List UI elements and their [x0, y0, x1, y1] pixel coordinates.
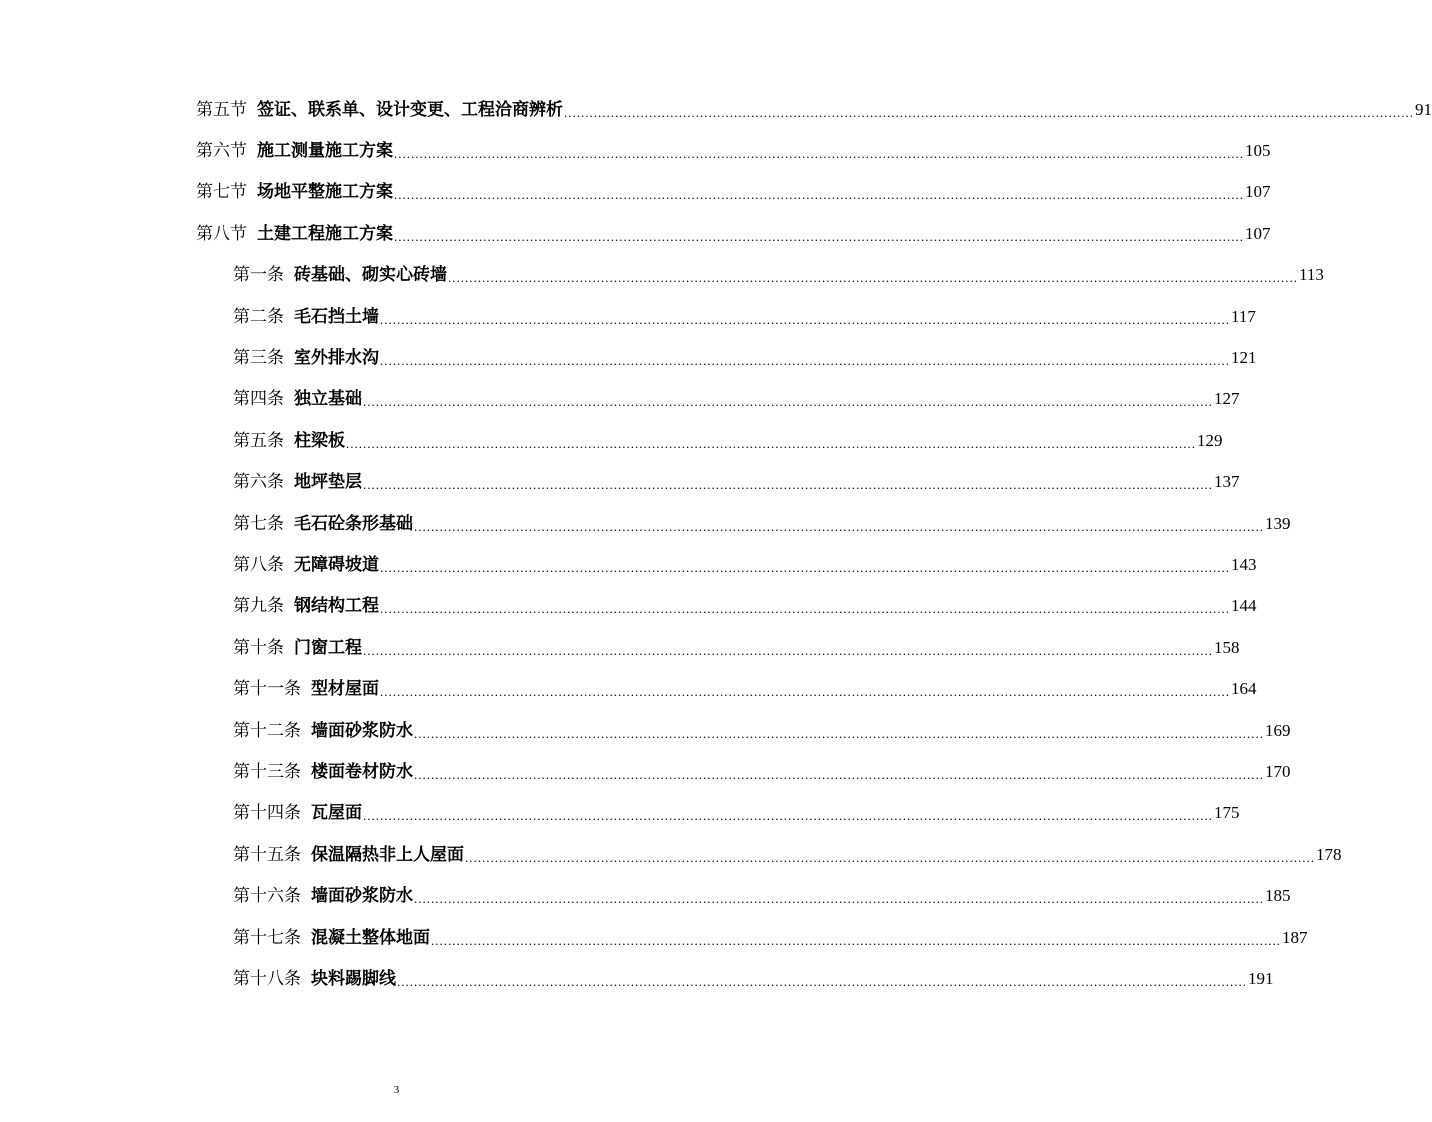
toc-entry[interactable]: [0, 337, 1257, 378]
toc-entry-page: 137: [1214, 472, 1240, 492]
toc-entry[interactable]: [0, 503, 1291, 544]
toc-leader-dots: ........................................................................................................................................................................................................: [380, 559, 1230, 575]
table-of-contents: [0, 89, 1432, 1000]
toc-entry-page: 127: [1214, 389, 1240, 409]
toc-entry[interactable]: [0, 710, 1291, 751]
toc-entry-page: 105: [1245, 141, 1271, 161]
toc-entry-page: 139: [1265, 513, 1291, 533]
toc-leader-dots: ........................................................................................................................................................................................................: [363, 808, 1213, 824]
toc-entry[interactable]: [0, 255, 1324, 296]
toc-entry-title: 地坪垫层: [294, 472, 362, 493]
toc-entry-page: 170: [1265, 761, 1291, 781]
toc-entry-label: 第七条: [233, 513, 284, 534]
toc-entry[interactable]: [0, 172, 1271, 213]
toc-entry[interactable]: [0, 751, 1291, 792]
toc-entry-label: 第十二条: [233, 720, 301, 741]
toc-entry[interactable]: [0, 379, 1240, 420]
toc-entry-page: 91: [1415, 99, 1432, 119]
toc-entry-page: 178: [1316, 844, 1342, 864]
toc-entry[interactable]: [0, 586, 1257, 627]
toc-leader-dots: ........................................................................................................................................................................................................: [564, 104, 1414, 120]
toc-entry-page: 144: [1231, 596, 1257, 616]
toc-entry-label: 第九条: [233, 596, 284, 617]
toc-entry-page: 187: [1282, 927, 1308, 947]
toc-entry-page: 113: [1299, 265, 1324, 285]
toc-entry-label: 第三条: [233, 348, 284, 369]
toc-entry-label: 第十七条: [233, 927, 301, 948]
toc-leader-dots: ........................................................................................................................................................................................................: [394, 146, 1244, 162]
toc-entry-label: 第八节: [196, 223, 247, 244]
toc-leader-dots: ........................................................................................................................................................................................................: [363, 642, 1213, 658]
toc-entry-label: 第六条: [233, 472, 284, 493]
toc-entry-title: 楼面卷材防水: [311, 761, 413, 782]
toc-entry-title: 毛石砼条形基础: [294, 513, 413, 534]
toc-entry-page: 169: [1265, 720, 1291, 740]
toc-entry-page: 158: [1214, 637, 1240, 657]
toc-entry-page: 185: [1265, 886, 1291, 906]
toc-entry-title: 瓦屋面: [311, 803, 362, 824]
toc-leader-dots: ........................................................................................................................................................................................................: [363, 394, 1213, 410]
toc-entry[interactable]: [0, 420, 1223, 461]
toc-entry-page: 143: [1231, 554, 1257, 574]
toc-entry-page: 191: [1248, 968, 1274, 988]
toc-entry-page: 175: [1214, 803, 1240, 823]
toc-entry-title: 钢结构工程: [294, 596, 379, 617]
toc-entry[interactable]: [0, 793, 1240, 834]
toc-leader-dots: ........................................................................................................................................................................................................: [380, 311, 1230, 327]
toc-entry-label: 第六节: [196, 141, 247, 162]
toc-entry[interactable]: [0, 130, 1271, 171]
toc-entry-label: 第十四条: [233, 803, 301, 824]
toc-leader-dots: ........................................................................................................................................................................................................: [397, 973, 1247, 989]
toc-entry-label: 第五条: [233, 430, 284, 451]
toc-entry-page: 129: [1197, 430, 1223, 450]
toc-entry-title: 型材屋面: [311, 679, 379, 700]
toc-leader-dots: ........................................................................................................................................................................................................: [380, 684, 1230, 700]
toc-entry-label: 第十一条: [233, 679, 301, 700]
toc-leader-dots: ........................................................................................................................................................................................................: [380, 353, 1230, 369]
toc-leader-dots: ........................................................................................................................................................................................................: [394, 187, 1244, 203]
toc-entry-title: 场地平整施工方案: [257, 182, 393, 203]
toc-entry-title: 保温隔热非上人屋面: [311, 844, 464, 865]
toc-entry-title: 毛石挡土墙: [294, 306, 379, 327]
toc-entry-title: 混凝土整体地面: [311, 927, 430, 948]
toc-entry-label: 第七节: [196, 182, 247, 203]
toc-entry[interactable]: [0, 834, 1342, 875]
toc-entry-title: 无障碍坡道: [294, 554, 379, 575]
toc-entry-page: 121: [1231, 348, 1257, 368]
toc-entry[interactable]: [0, 627, 1240, 668]
toc-leader-dots: ........................................................................................................................................................................................................: [448, 270, 1298, 286]
toc-leader-dots: ........................................................................................................................................................................................................: [414, 518, 1264, 534]
toc-leader-dots: ........................................................................................................................................................................................................: [465, 849, 1315, 865]
toc-entry-page: 117: [1231, 306, 1256, 326]
toc-entry[interactable]: [0, 462, 1240, 503]
toc-leader-dots: ........................................................................................................................................................................................................: [394, 228, 1244, 244]
toc-entry-label: 第十五条: [233, 844, 301, 865]
toc-entry-title: 柱梁板: [294, 430, 345, 451]
toc-entry-label: 第五节: [196, 99, 247, 120]
toc-leader-dots: ........................................................................................................................................................................................................: [380, 601, 1230, 617]
toc-entry-title: 砖基础、砌实心砖墙: [294, 265, 447, 286]
toc-entry-label: 第二条: [233, 306, 284, 327]
toc-entry[interactable]: [0, 544, 1257, 585]
toc-entry-title: 室外排水沟: [294, 348, 379, 369]
toc-entry-page: 107: [1245, 223, 1271, 243]
toc-leader-dots: ........................................................................................................................................................................................................: [363, 477, 1213, 493]
toc-entry-title: 土建工程施工方案: [257, 223, 393, 244]
toc-entry-label: 第十三条: [233, 761, 301, 782]
toc-entry[interactable]: [0, 213, 1271, 254]
toc-entry-page: 164: [1231, 679, 1257, 699]
toc-entry-label: 第四条: [233, 389, 284, 410]
toc-entry[interactable]: [0, 958, 1274, 999]
toc-leader-dots: ........................................................................................................................................................................................................: [414, 725, 1264, 741]
toc-entry-title: 独立基础: [294, 389, 362, 410]
toc-entry-label: 第一条: [233, 265, 284, 286]
toc-entry[interactable]: [0, 296, 1256, 337]
toc-entry[interactable]: [0, 668, 1257, 709]
toc-entry-page: 107: [1245, 182, 1271, 202]
toc-leader-dots: ........................................................................................................................................................................................................: [431, 932, 1281, 948]
toc-leader-dots: ........................................................................................................................................................................................................: [414, 891, 1264, 907]
toc-entry-label: 第十条: [233, 637, 284, 658]
toc-entry-title: 墙面砂浆防水: [311, 720, 413, 741]
page-number: 3: [393, 1084, 400, 1096]
toc-entry[interactable]: [0, 917, 1308, 958]
toc-entry-label: 第十八条: [233, 968, 301, 989]
toc-entry-title: 签证、联系单、设计变更、工程洽商辨析: [257, 99, 563, 120]
toc-entry[interactable]: [0, 89, 1432, 130]
toc-entry-label: 第十六条: [233, 886, 301, 907]
toc-entry-title: 门窗工程: [294, 637, 362, 658]
toc-entry-label: 第八条: [233, 554, 284, 575]
toc-leader-dots: ........................................................................................................................................................................................................: [414, 766, 1264, 782]
toc-entry[interactable]: [0, 875, 1291, 916]
toc-entry-title: 墙面砂浆防水: [311, 886, 413, 907]
toc-entry-title: 块料踢脚线: [311, 968, 396, 989]
toc-leader-dots: ........................................................................................................................................................................................................: [346, 435, 1196, 451]
toc-entry-title: 施工测量施工方案: [257, 141, 393, 162]
